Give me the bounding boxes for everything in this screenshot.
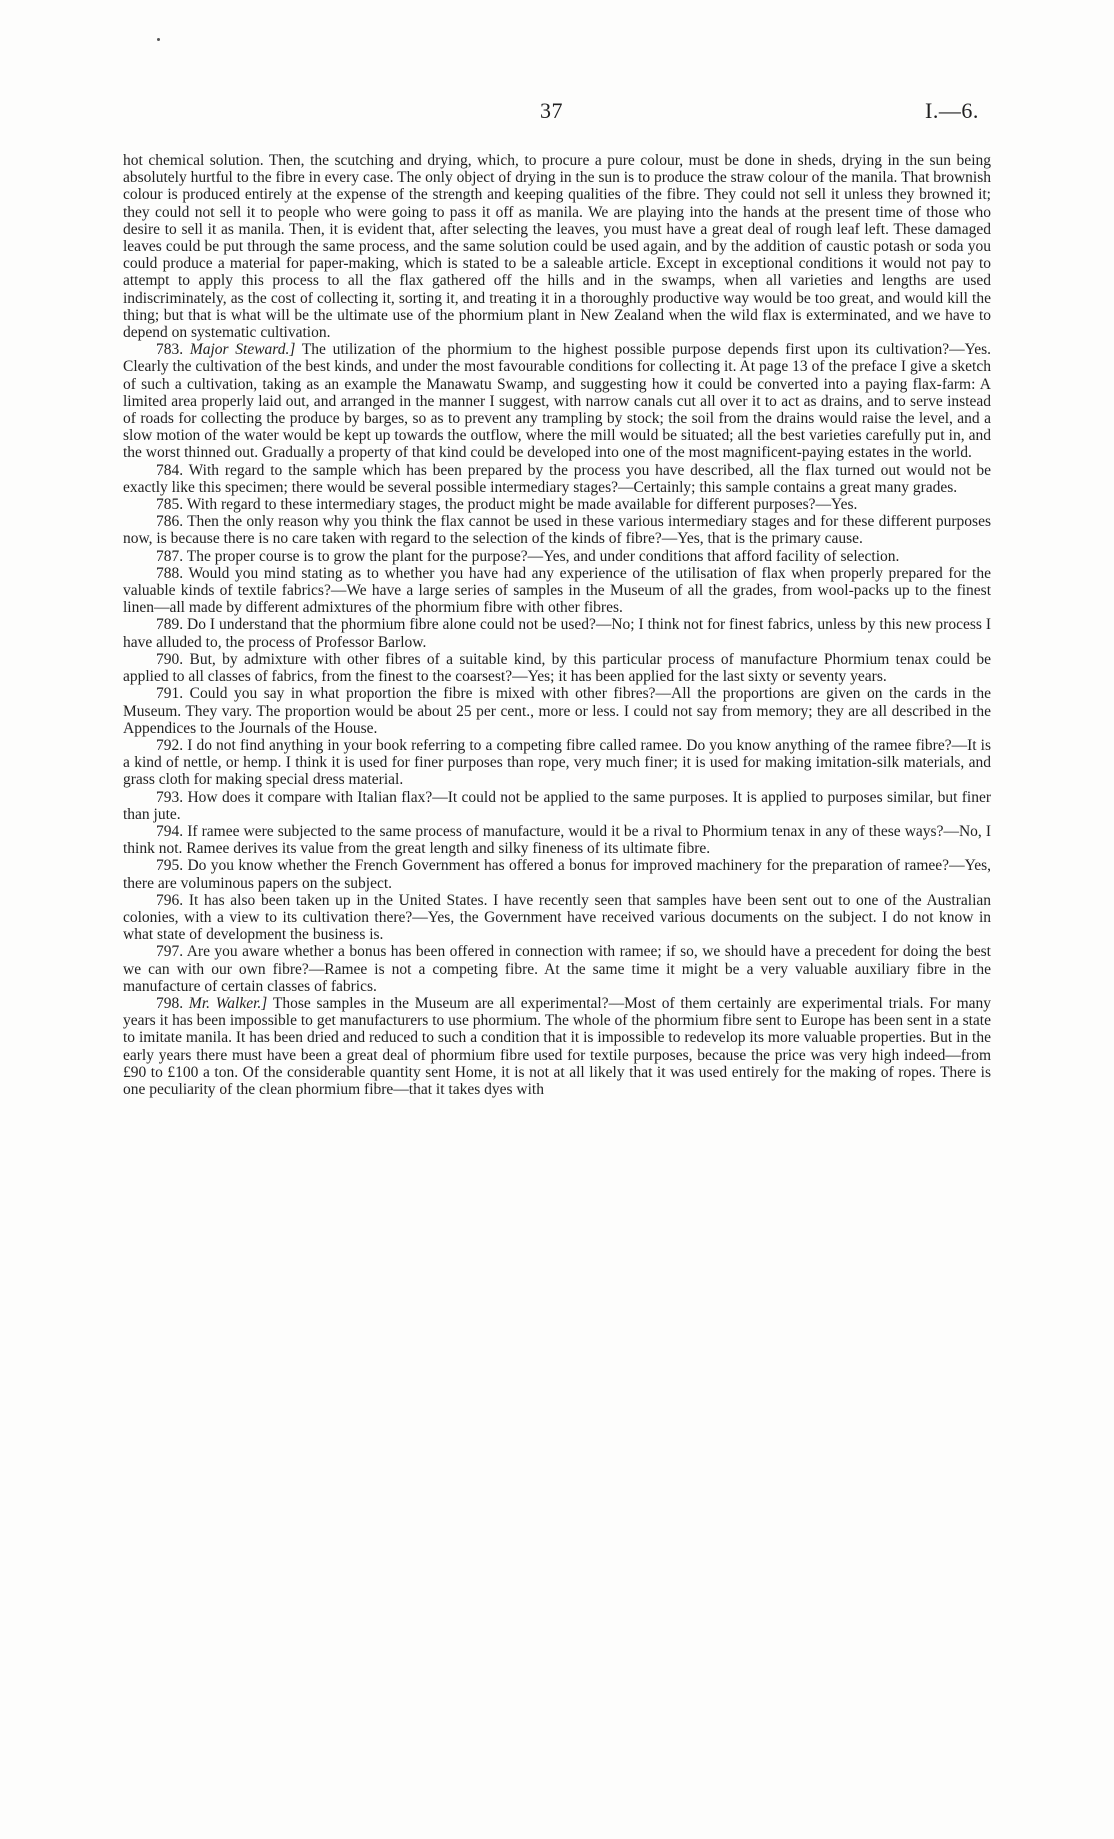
paragraph-789	[123, 616, 991, 650]
paragraph-786	[123, 513, 991, 547]
paragraph-text: It has also been taken up in the United States. I have recently seen that samples have been sent out to one of the Australian colonies, with a view to its cultivation there?—Yes, the Government have received various documents on the subject. I do not know in what state of development the business is.	[123, 891, 992, 944]
paragraph-790	[123, 651, 991, 685]
paragraph-text: Do you know whether the French Government has offered a bonus for improved machinery for the preparation of ramee?—Yes, there are voluminous papers on the subject.	[123, 857, 991, 892]
paragraph-text: If ramee were subjected to the same process of manufacture, would it be a rival to Phormium tenax in any of these ways?—No, I think not. Ramee derives its value from the great length and silky fineness of its ultimate fibre.	[123, 822, 992, 858]
paragraph-text: But, by admixture with other fibres of a suitable kind, by this particular process of manufacture Phormium tenax could be applied to all classes of fabrics, from the finest to the coarsest?—Yes; it has been applied for the last sixty or seventy years.	[123, 650, 992, 686]
paragraph-number: 789.	[156, 616, 188, 634]
speaker-label: Mr. Walker.]	[188, 994, 268, 1012]
paragraph-791	[123, 685, 991, 737]
paragraph-number: 790.	[156, 650, 190, 668]
paragraph-number: 793.	[156, 788, 188, 806]
speck-mark	[157, 38, 160, 41]
paragraph-796	[123, 892, 991, 944]
paragraph-798	[123, 995, 991, 1098]
paragraph-number: 796.	[156, 891, 189, 909]
paragraph-text: How does it compare with Italian flax?—It could not be applied to the same purposes. It is applied to purposes similar, but finer than jute.	[123, 788, 992, 823]
paragraph-text: I do not find anything in your book referring to a competing fibre called ramee. Do you know anything of the ramee fibre?—It is a kind of nettle, or hemp. I think it is used for finer purposes than rope, very much finer; it is used for making imitation-silk materials, and grass cloth for making special dress material.	[123, 736, 992, 789]
paragraph-text: With regard to these intermediary stages, the product might be made available for different purposes?—Yes.	[186, 496, 858, 514]
document-body	[123, 152, 991, 1098]
paragraph-text: Those samples in the Museum are all experimental?—Most of them certainly are experimental trials. For many years it has been impossible to get manufacturers to use phormium. The whole of the phormium fibre sent to Europe has been sent in a state to imitate manila. It has been dried and reduced to such a condition that it is impossible to redevelop its more valuable properties. But in the early years there must have been a great deal of phormium fibre used for textile purposes, because the price was very high indeed—from £90 to £100 a ton. Of the considerable quantity sent Home, it is not at all likely that it was used entirely for the making of ropes. There is one peculiarity of the clean phormium fibre—that it takes dyes with	[123, 994, 992, 1098]
paragraph-text: Would you mind stating as to whether you have had any experience of the utilisation of flax when properly prepared for the valuable kinds of textile fabrics?—We have a large series of samples in the Museum of all the grades, from wool-packs up to the finest linen—all made by different admixtures of the phormium fibre with other fibres.	[123, 564, 991, 617]
speaker-label: Major Steward.]	[189, 341, 296, 359]
paragraph-continuation	[123, 152, 991, 341]
paragraph-number: 795.	[156, 857, 188, 875]
paragraph-785	[123, 496, 991, 513]
paragraph-text: With regard to the sample which has been prepared by the process you have described, all the flax turned out would not be exactly like this specimen; there would be several possible intermediary stages?—Certainly; this sample contains a great many grades.	[123, 461, 991, 496]
paragraph-783	[123, 341, 991, 461]
paragraph-792	[123, 737, 991, 789]
document-reference: I.—6.	[925, 98, 979, 123]
paragraph-number: 788.	[156, 564, 189, 582]
paragraph-number: 791.	[156, 685, 190, 703]
paragraph-text: Could you say in what proportion the fibre is mixed with other fibres?—All the proportions are given on the cards in the Museum. They vary. The proportion would be about 25 per cent., more or less. I could not say from memory; they are all described in the Appendices to the Journals of the House.	[123, 685, 992, 737]
paragraph-797	[123, 943, 991, 995]
paragraph-788	[123, 565, 991, 617]
paragraph-number: 792.	[156, 736, 188, 754]
paragraph-text: The utilization of the phormium to the highest possible purpose depends first upon its cultivation?—Yes. Clearly the cultivation of the best kinds, and under the most favourable conditions for collecting it. At page 13 of the preface I give a sketch of such a cultivation, taking as an example the Manawatu Swamp, and suggesting how it could be converted into a paying flax-farm: A limited area properly laid out, and arranged in the manner I suggest, with narrow canals cut all over it to act as drains, and to serve instead of roads for collecting the produce by barges, so as to prevent any trampling by stock; the soil from the drains would raise the level, and a slow motion of the water would be kept up towards the outflow, where the mill would be situated; all the best varieties carefully put in, and the worst thinned out. Gradually a property of that kind could be developed into one of the most magnificent-paying estates in the world.	[123, 341, 992, 462]
paragraph-number: 797.	[156, 943, 187, 961]
paragraph-795	[123, 857, 991, 891]
paragraph-793	[123, 789, 991, 823]
page-number: 37	[540, 98, 563, 123]
paragraph-number: 785.	[156, 496, 187, 514]
paragraph-784	[123, 462, 991, 496]
paragraph-number: 784.	[156, 461, 189, 479]
paragraph-number: 783.	[156, 341, 190, 359]
paragraph-text: hot chemical solution. Then, the scutching and drying, which, to procure a pure colour, must be done in sheds, drying in the sun being absolutely hurtful to the fibre in every case. The only object of drying in the sun is to produce the straw colour of the manila. That brownish colour is produced entirely at the expense of the strength and keeping qualities of the fibre. They could not sell it unless they browned it; they could not sell it to people who were going to pass it off as manila. We are playing into the hands at the present time of those who desire to sell it as manila. Then, it is evident that, after selecting the leaves, you must have a great deal of rough leaf left. These damaged leaves could be put through the same process, and the same solution could be used again, and by the addition of caustic potash or soda you could produce a material for paper-making, which is stated to be a saleable article. Except in exceptional conditions it would not pay to attempt to apply this process to all the flax gathered off the hills and in the swamps, when all varieties and lengths are used indiscriminately, as the cost of collecting it, sorting it, and treating it in a thoroughly productive way would be too great, and would kill the thing; but that is what will be the ultimate use of the phormium plant in New Zealand when the wild flax is exterminated, and we have to depend on systematic cultivation.	[123, 152, 991, 342]
paragraph-794	[123, 823, 991, 857]
paragraph-number: 786.	[156, 513, 188, 531]
paragraph-text: The proper course is to grow the plant for the purpose?—Yes, and under conditions that afford facility of selection.	[186, 547, 900, 565]
paragraph-text: Then the only reason why you think the flax cannot be used in these various intermediary stages and for these different purposes now, is because there is no care taken with regard to the selection of the kinds of fibre?—Yes, that is the primary cause.	[123, 513, 991, 548]
paragraph-text: Are you aware whether a bonus has been offered in connection with ramee; if so, we should have a precedent for doing the best we can with our own fibre?—Ramee is not a competing fibre. At the same time it might be a very valuable auxiliary fibre in the manufacture of certain classes of fabrics.	[123, 943, 991, 995]
paragraph-number: 794.	[156, 822, 188, 840]
paragraph-number: 787.	[156, 547, 187, 565]
paragraph-text: Do I understand that the phormium fibre alone could not be used?—No; I think not for finest fabrics, unless by this new process I have alluded to, the process of Professor Barlow.	[123, 616, 991, 651]
paragraph-787	[123, 548, 991, 565]
paragraph-number: 798.	[156, 994, 189, 1012]
